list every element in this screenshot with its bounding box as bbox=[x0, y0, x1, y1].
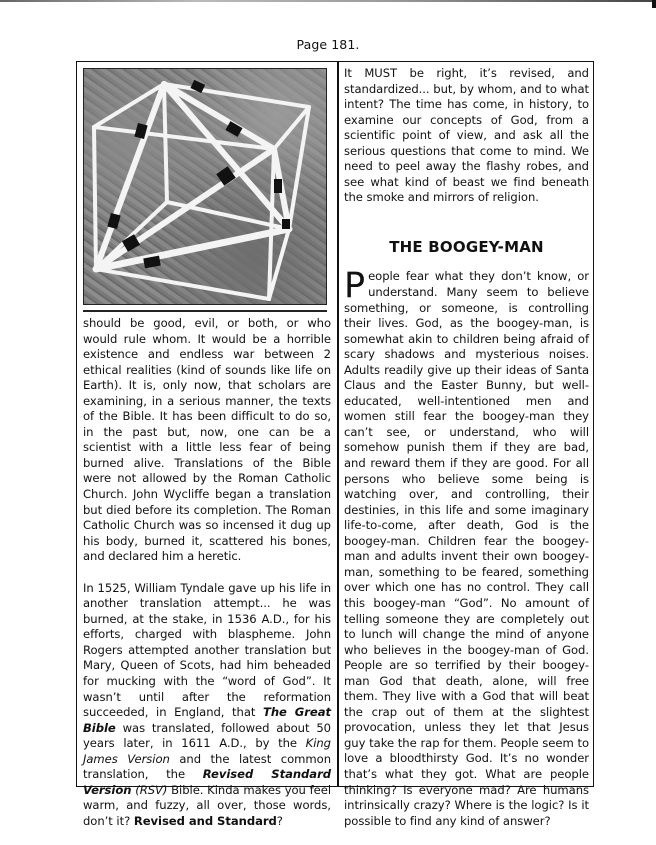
right-paragraph-2 bbox=[344, 266, 589, 829]
left-column bbox=[83, 316, 331, 830]
wireframe-cube-image bbox=[84, 69, 327, 305]
text-span: and the latest common translation, the bbox=[83, 751, 331, 782]
photo-divider bbox=[83, 310, 327, 312]
text-span: In 1525, William Tyndale gave up his life in another translation attempt... he was burned, at the stake, in 1536 A.D., for his efforts, charged with blaspheme. John Rogers attempted another translation but Mary, Queen of Scots, had him beheaded for mucking with the “word of God”. It wasn’t until after the reformation succeeded, in England, that bbox=[83, 580, 331, 720]
rsv-title: Revised Standard Version bbox=[83, 767, 331, 797]
right-column bbox=[344, 66, 589, 829]
left-paragraph-1: should be good, evil, or both, or who would rule whom. It would be a horrible existence and endless war between 2 ethical realities (kind of sounds like life on Earth). It is, only now, that scholars are examining, in a serious manner, the texts of the Bible. It has been difficult to do so, in the past but, now, one can be a scientist with a little less fear of being burned alive. Translations of the Bible were not allowed by the Roman Catholic Church. John Wycliffe began a translation but died before its completion. The Roman Catholic Church was so incensed it dug up his body, burned it, scattered his bones, and declared him a heretic. bbox=[83, 316, 331, 564]
cube-photo bbox=[83, 68, 327, 305]
right-paragraph-1: It MUST be right, it’s revised, and standardized... but, by whom, and to what intent? The time has come, in history, to examine our concepts of God, from a scientific point of view, and ask all the serious questions that come to mind. We need to peel away the flashy robes, and see what kind of beast we find beneath the smoke and mirrors of religion. bbox=[344, 66, 589, 205]
kjv-title: King James Version bbox=[83, 736, 331, 766]
page-number: Page 181. bbox=[296, 37, 360, 52]
drop-cap: P bbox=[344, 266, 366, 307]
scan-corner-mark bbox=[652, 0, 656, 8]
text-span: was translated, followed about 50 years later, in 1611 A.D., by the bbox=[83, 720, 331, 751]
section-heading: THE BOOGEY-MAN bbox=[389, 237, 544, 256]
left-paragraph-2 bbox=[83, 581, 331, 830]
scan-edge bbox=[0, 0, 656, 2]
great-bible-title: The Great Bible bbox=[83, 705, 331, 735]
rsv-abbreviation: (RSV) bbox=[131, 782, 168, 797]
revised-standard-emphasis: Revised and Standard bbox=[133, 813, 277, 828]
text-span: eople fear what they don’t know, or understand. Many seem to believe something, or someone, is controlling their lives. God, as the boogey-man, is somewhat akin to children being afraid of scary shadows and mysterious noises. Adults readily give up their ideas of Santa Claus and the Easter Bunny, but well-educated, well-intentioned men and women still fear the boogey-man they can’t see, or understand, who will somehow punish them if they are bad, and reward them if they are good. For all persons who believe some being is watching over, and controlling, their destinies, in this life and some imaginary life-to-come, after death, God is the boogey-man. Children fear the boogey-man and adults invent their own boogey-man, something to be feared, something over which one has no control. They call this boogey-man “God”. No amount of telling someone they are completely out to lunch will change the mind of anyone who believes in the boogey-man of God. People are so terrified by their boogey-man God that death, alone, will free them. They live with a God that will beat the crap out of them at the slightest provocation, unless they let that Jesus guy take the rap for them. People seem to love a bloodthirsty God. It’s no wonder that’s what they got. What are people thinking? Is everyone mad? Are humans intrinsically crazy? Where is the logic? Is it possible to find any kind of answer? bbox=[344, 269, 589, 828]
text-span: Bible. Kinda makes you feel warm, and fuzzy, all over, those words, don’t it? bbox=[83, 782, 331, 828]
text-span: ? bbox=[276, 813, 283, 828]
column-divider bbox=[337, 61, 339, 787]
